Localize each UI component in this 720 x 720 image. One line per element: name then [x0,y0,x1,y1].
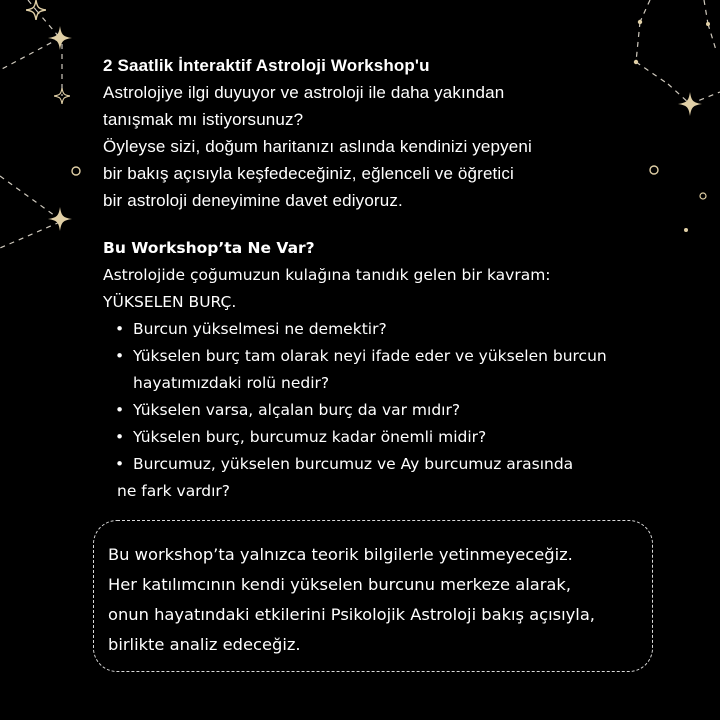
bullet-icon: • [115,428,125,446]
intro-line: Astrolojiye ilgi duyuyor ve astroloji ile daha yakından [103,83,505,102]
list-item-text: Burcun yükselmesi ne demektir? [133,320,387,338]
intro-line: Öyleyse sizi, doğum haritanızı aslında kendinizi yepyeni [103,137,532,156]
workshop-content-section [103,235,663,505]
question-list [103,316,663,478]
small-star-icon [706,22,710,26]
callout-line: onun hayatındaki etkilerini Psikolojik Astroloji bakış açısıyla, [108,605,595,624]
callout-text [108,540,648,660]
four-point-star-icon [678,92,702,116]
small-star-icon [684,228,688,232]
list-item [103,451,663,478]
list-item [103,424,663,451]
callout-line: Her katılımcının kendi yükselen burcunu merkeze alarak, [108,575,572,594]
list-tail-line: ne fark vardır? [117,482,231,500]
list-item-text: Yükselen varsa, alçalan burç da var mıdır? [133,401,461,419]
intro-line: bir astroloji deneyimine davet ediyoruz. [103,191,403,210]
list-item [103,343,663,397]
intro-line: tanışmak mı istiyorsunuz? [103,110,304,129]
callout-line: birlikte analiz edeceğiz. [108,635,301,654]
constellation-line [636,0,720,104]
section-line: YÜKSELEN BURÇ. [103,293,237,311]
ring-icon [650,166,658,174]
ring-icon [700,193,706,199]
bullet-icon: • [115,347,125,365]
list-item-text: Yükselen burç tam olarak neyi ifade eder ve yükselen burcun [133,347,607,365]
section-line: Astrolojide çoğumuzun kulağına tanıdık gelen bir kavram: [103,266,551,284]
section-heading: Bu Workshop’ta Ne Var? [103,239,315,257]
list-item-continuation: hayatımızdaki rolü nedir? [133,374,330,392]
bullet-icon: • [115,320,125,338]
bullet-icon: • [115,401,125,419]
intro-line: bir bakış açısıyla keşfedeceğiniz, eğlenceli ve öğretici [103,164,514,183]
list-item [103,316,663,343]
intro-block [103,52,623,214]
four-point-star-icon [48,26,72,50]
list-item-text: Burcumuz, yükselen burcumuz ve Ay burcumuz arasında [133,455,574,473]
four-point-star-icon [48,207,72,231]
workshop-title: 2 Saatlik İnteraktif Astroloji Workshop'u [103,56,430,75]
small-star-icon [634,60,638,64]
small-star-icon [638,20,642,24]
list-item-text: Yükselen burç, burcumuz kadar önemli midir? [133,428,487,446]
ring-icon [72,167,80,175]
bullet-icon: • [115,455,125,473]
callout-line: Bu workshop’ta yalnızca teorik bilgilerle yetinmeyeceğiz. [108,545,573,564]
list-item [103,397,663,424]
